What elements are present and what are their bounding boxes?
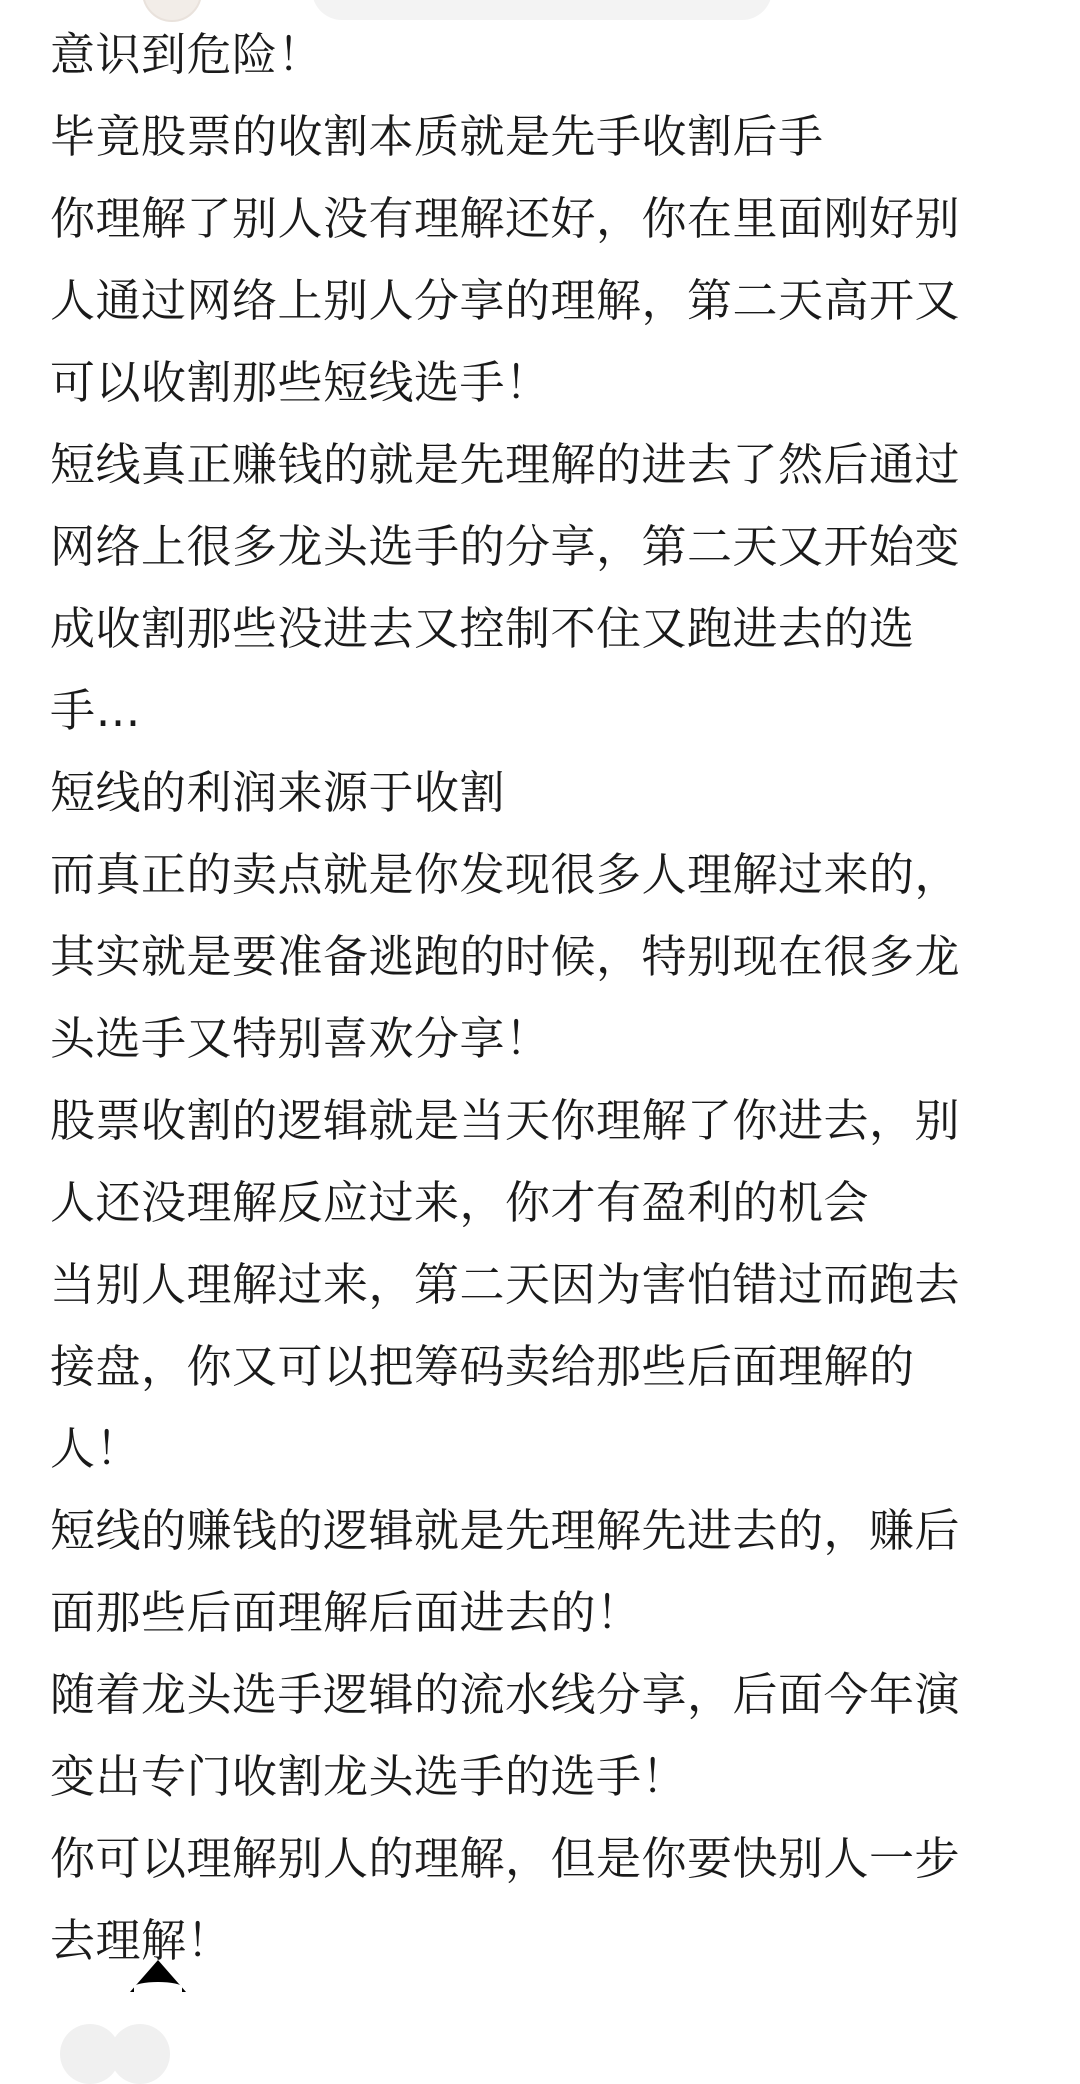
post-line: 而真正的卖点就是你发现很多人理解过来的， bbox=[50, 848, 961, 901]
post-line: 头选手又特别喜欢分享！ bbox=[50, 1012, 551, 1065]
post-line: 人还没理解反应过来，你才有盈利的机会 bbox=[50, 1176, 870, 1229]
post-line: 股票收割的逻辑就是当天你理解了你进去，别 bbox=[50, 1094, 961, 1147]
bottom-decoration bbox=[110, 2024, 170, 2084]
post-line: 手… bbox=[50, 684, 142, 737]
post-line: 人！ bbox=[50, 1422, 142, 1475]
post-line: 短线真正赚钱的就是先理解的进去了然后通过 bbox=[50, 438, 961, 491]
post-line: 毕竟股票的收割本质就是先手收割后手 bbox=[50, 110, 824, 163]
post-line: 成收割那些没进去又控制不住又跑进去的选 bbox=[50, 602, 915, 655]
caret-up-icon bbox=[130, 1960, 186, 1992]
post-line: 面那些后面理解后面进去的！ bbox=[50, 1586, 642, 1639]
post-line: 当别人理解过来，第二天因为害怕错过而跑去 bbox=[50, 1258, 961, 1311]
post-line: 网络上很多龙头选手的分享，第二天又开始变 bbox=[50, 520, 961, 573]
post-line: 变出专门收割龙头选手的选手！ bbox=[50, 1750, 688, 1803]
post-line: 随着龙头选手逻辑的流水线分享，后面今年演 bbox=[50, 1668, 961, 1721]
post-line: 短线的利润来源于收割 bbox=[50, 766, 506, 819]
post-line: 去理解！ bbox=[50, 1914, 233, 1967]
post-body bbox=[50, 14, 1040, 1982]
bottom-area bbox=[0, 1960, 1080, 2059]
post-line: 接盘，你又可以把筹码卖给那些后面理解的 bbox=[50, 1340, 915, 1393]
post-line: 短线的赚钱的逻辑就是先理解先进去的，赚后 bbox=[50, 1504, 961, 1557]
post-line: 意识到危险！ bbox=[50, 28, 324, 81]
post-line: 你可以理解别人的理解，但是你要快别人一步 bbox=[50, 1832, 961, 1885]
post-line: 你理解了别人没有理解还好，你在里面刚好别 bbox=[50, 192, 961, 245]
post-line: 人通过网络上别人分享的理解，第二天高开又 bbox=[50, 274, 961, 327]
post-line: 其实就是要准备逃跑的时候，特别现在很多龙 bbox=[50, 930, 961, 983]
post-line: 可以收割那些短线选手！ bbox=[50, 356, 551, 409]
